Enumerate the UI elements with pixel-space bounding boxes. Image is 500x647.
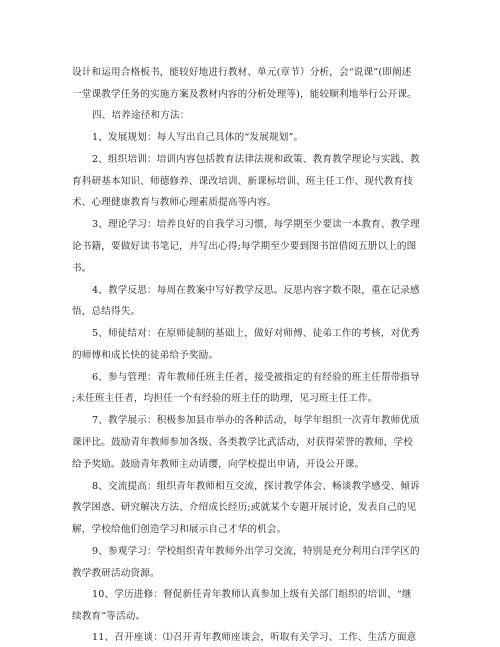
text-line: 续教育”等活动。 (72, 611, 146, 622)
text-line: 1、发展规划：每人写出自己具体的“发展规划”。 (92, 132, 304, 143)
text-line: 解，学校给他们创造学习和展示自己才华的机会。 (72, 524, 287, 535)
text-line: 给予奖励。鼓励青年教师主动请缨，向学校提出申请，开设公开课。 (72, 459, 365, 470)
text-line: 育科研基本知识、师德修养、课改培训、新课标培训、班主任工作、现代教育技 (72, 176, 414, 187)
text-line: 9、参观学习：学校组织青年教师外出学习交流，特别是充分利用白洋学区的 (92, 546, 420, 557)
text-line: 10、学历进修：督促新任青年教师认真参加上级有关部门组织的培训、“继 (92, 589, 412, 600)
text-line: 悟，总结得失。 (72, 306, 141, 317)
text-line: 2、组织培训：培训内容包括教育法律法规和政策、教育教学理论与实践、教 (92, 154, 420, 165)
text-line: 11、召开座谈：⑴召开青年教师座谈会，听取有关学习、工作、生活方面意 (92, 632, 417, 643)
section-heading: 四、培养途径和方法： (92, 110, 190, 121)
text-line: 课评比。鼓励青年教师参加各级、各类教学比武活动，对获得荣誉的教师，学校 (72, 437, 414, 448)
text-line: 设计和运用合格板书，能较好地进行教材、单元(章节）分析，会“说课”(即阐述 (72, 67, 412, 78)
text-line: 8、交流提高：组织青年教师相互交流，探讨教学体会、畅谈教学感受、倾诉 (92, 481, 420, 492)
text-line: 6、参与管理：青年教师任班主任者，接受被指定的有经验的班主任帮带指导 (92, 372, 420, 383)
text-line: 7、教学展示：积极参加县市举办的各种活动，每学年组织一次青年教师优质 (92, 415, 420, 426)
text-line: 一堂课教学任务的实施方案及教材内容的分析处理等)，能较顺利地举行公开课。 (72, 89, 417, 100)
text-line: 书。 (72, 263, 92, 274)
text-line: 教学困惑、研究解决方法、介绍成长经历;或就某个专题开展讨论，发表自己的见 (72, 502, 417, 513)
text-line: ;未任班主任者，均担任一个有经验的班主任的助理，见习班主任工作。 (72, 393, 378, 404)
text-line: 4、教学反思：每周在教案中写好教学反思。反思内容字数不限，重在记录感 (92, 285, 420, 296)
text-line: 3、理论学习：培养良好的自我学习习惯，每学期至少要读一本教育、教学理 (92, 219, 420, 230)
text-line: 术、心理健康教育与教师心理素质提高等内容。 (72, 197, 277, 208)
text-line: 教学教研活动资源。 (72, 568, 160, 579)
text-line: 的师傅和成长快的徒弟给予奖励。 (72, 350, 219, 361)
text-line: 论书籍，要做好读书笔记，并写出心得;每学期至少要到图书馆借阅五册以上的图 (72, 241, 417, 252)
text-line: 5、师徒结对：在原师徒制的基础上，做好对师傅、徒弟工作的考核，对优秀 (92, 328, 420, 339)
